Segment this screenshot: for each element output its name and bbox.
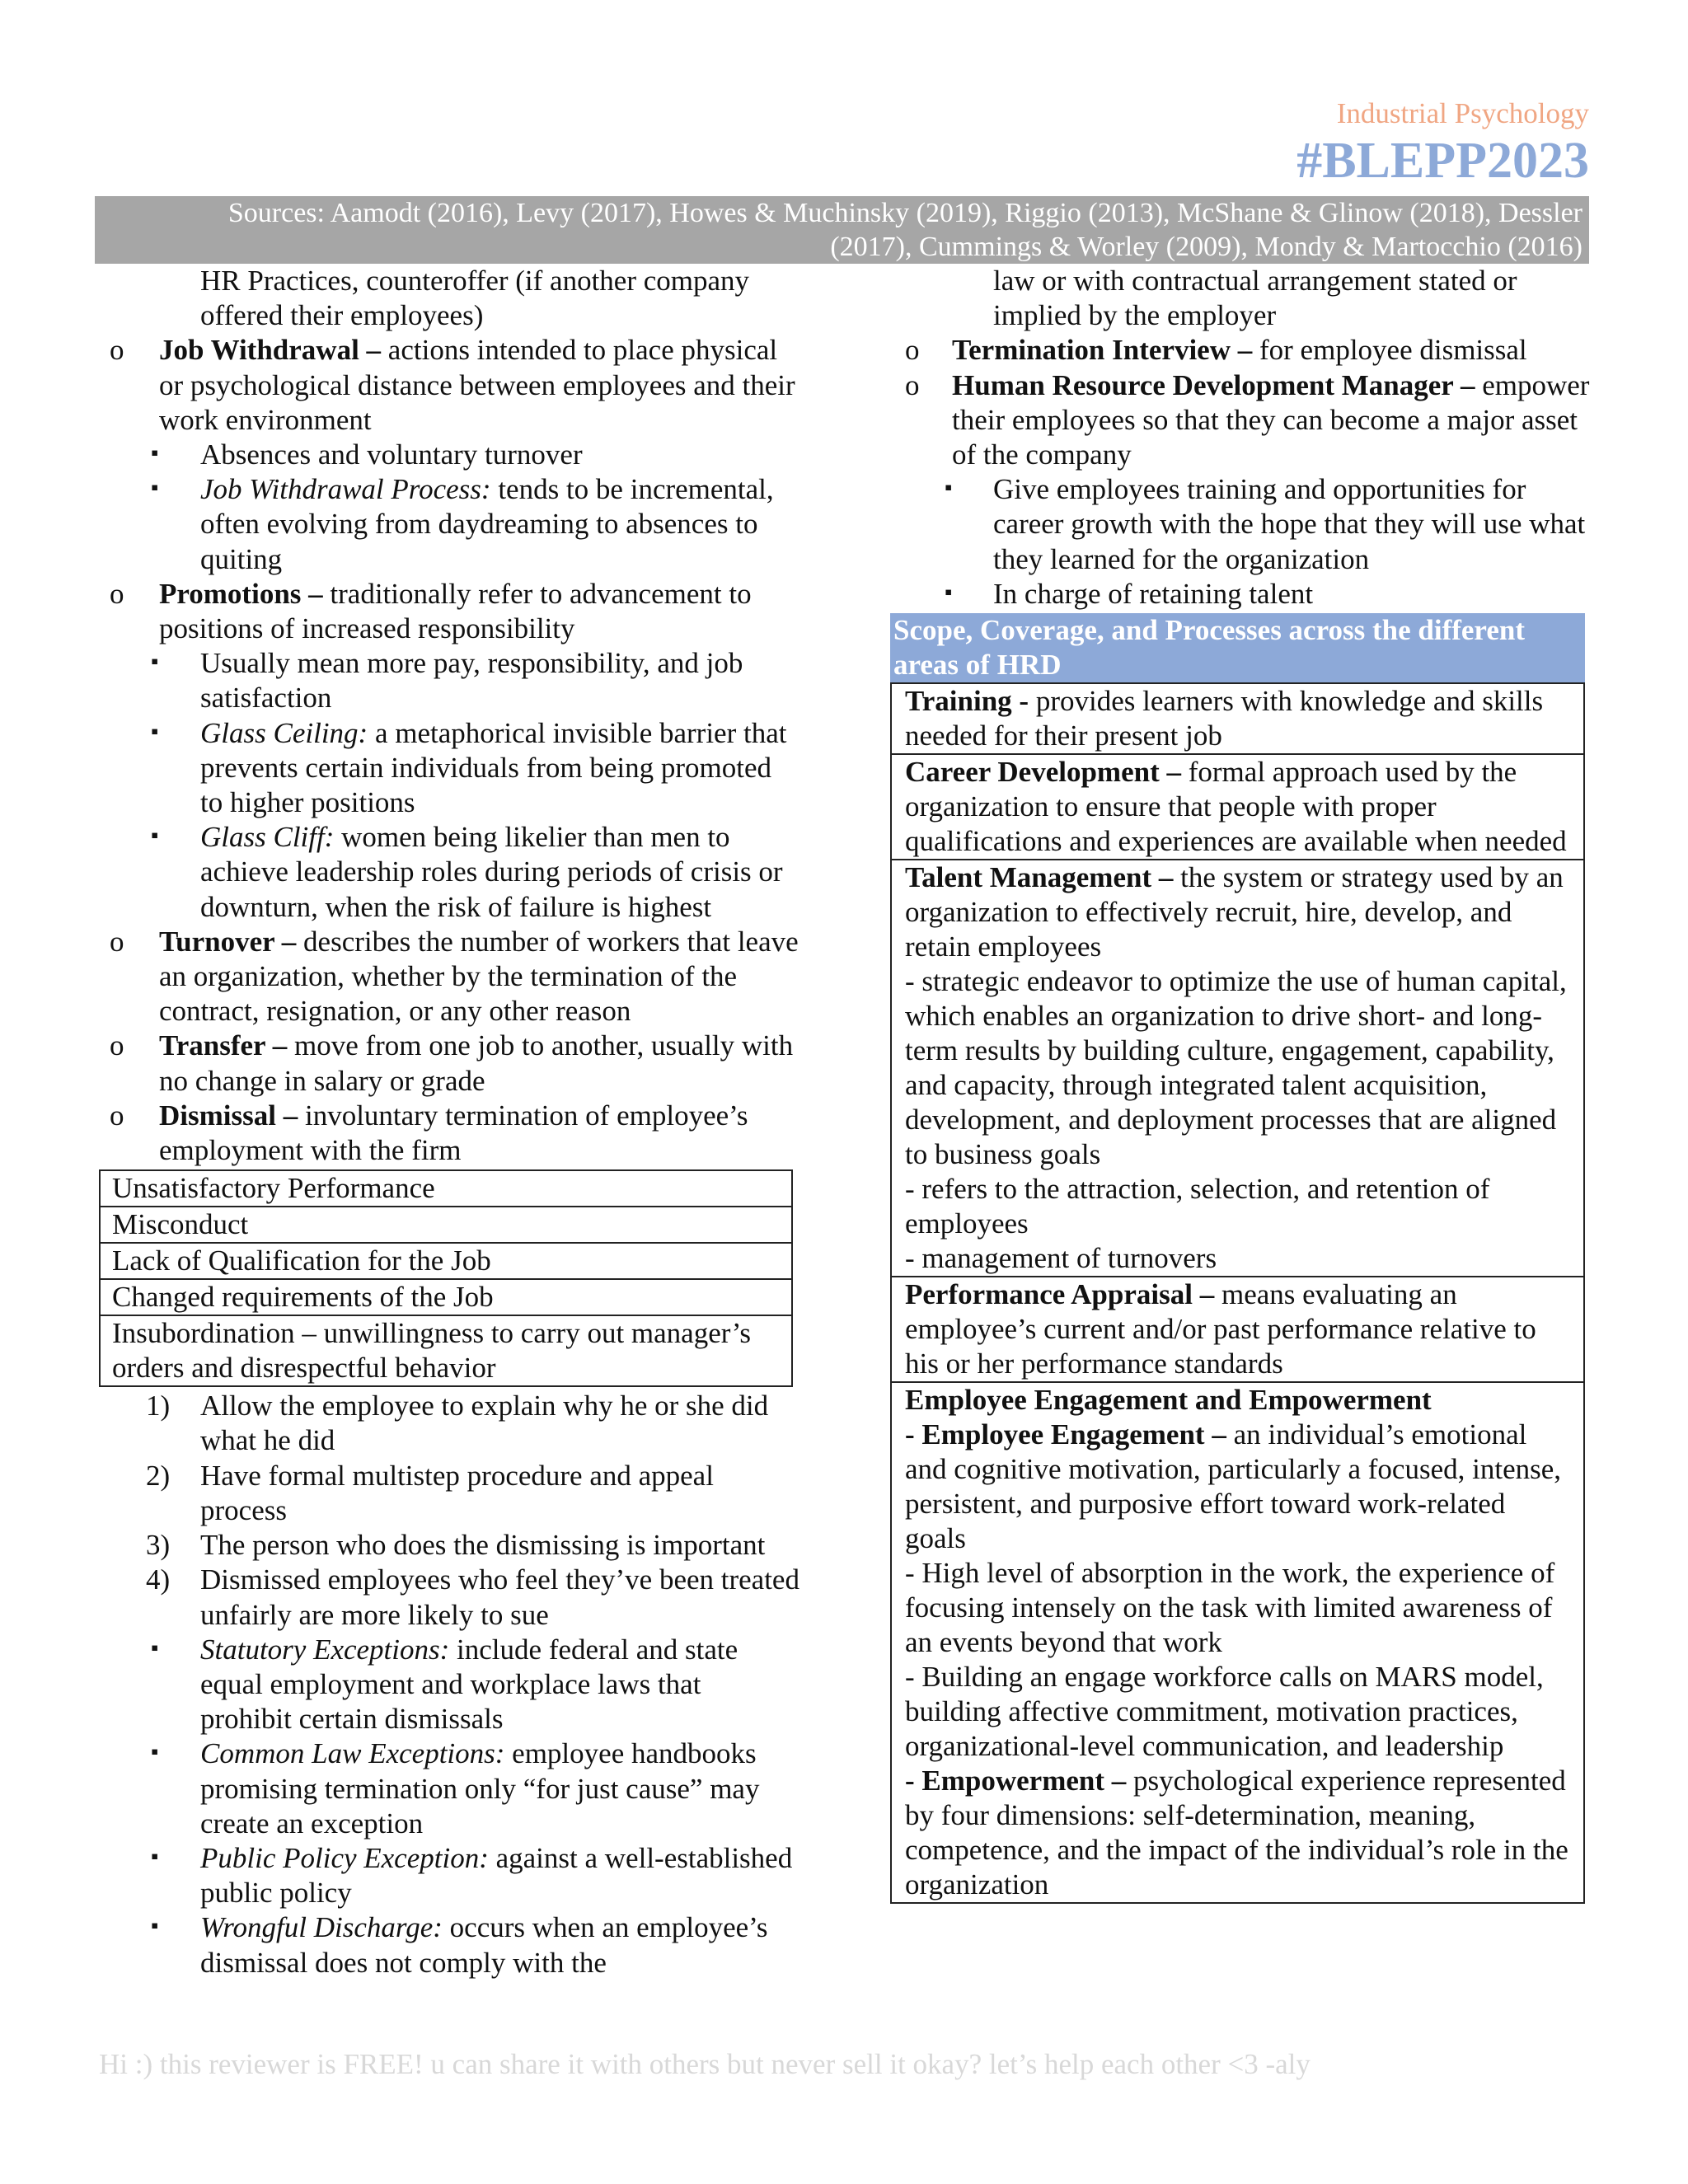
circle-bullet-icon: o xyxy=(110,1099,124,1132)
appraisal-term: Performance Appraisal – xyxy=(905,1278,1215,1311)
table-cell: Lack of Qualification for the Job xyxy=(100,1243,792,1279)
bullet-term: Glass Cliff: xyxy=(200,821,335,854)
square-bullet-icon: ▪ xyxy=(151,1844,159,1868)
left-column xyxy=(95,264,799,1980)
turnover-term: Turnover – xyxy=(159,925,297,958)
performance-appraisal-cell xyxy=(891,1277,1584,1382)
talent-management-cell xyxy=(891,860,1584,1277)
dismissal-reasons-table xyxy=(99,1169,793,1387)
bullet-text: In charge of retaining talent xyxy=(993,577,1314,610)
step-2 xyxy=(95,1459,799,1528)
bullet-def: against a well-established public policy xyxy=(200,1841,793,1910)
table-cell: Unsatisfactory Performance xyxy=(100,1170,792,1207)
engagement-line-2: - High level of absorption in the work, the experience of focusing intensely on the task with limited awareness of an events beyond that work xyxy=(905,1557,1555,1659)
training-def: provides learners with knowledge and skills needed for their present job xyxy=(905,685,1544,752)
table-row xyxy=(100,1243,792,1279)
table-row xyxy=(100,1207,792,1243)
hrd-manager-item xyxy=(890,368,1591,473)
hrd-scope-table xyxy=(890,682,1585,1904)
bullet-term: Public Policy Exception: xyxy=(200,1841,489,1874)
circle-bullet-icon: o xyxy=(110,925,124,958)
transfer-def: move from one job to another, usually with no change in salary or grade xyxy=(159,1029,794,1097)
square-bullet-icon: ▪ xyxy=(151,823,159,848)
square-bullet-icon: ▪ xyxy=(151,719,159,743)
bullet-def: a metaphorical invisible barrier that prevents certain individuals from being promoted to higher positions xyxy=(200,716,787,819)
circle-bullet-icon: o xyxy=(110,334,124,367)
dismissal-def: involuntary termination of employee’s employment with the firm xyxy=(159,1099,748,1167)
bullet-def: employee handbooks promising termination only “for just cause” may create an exception xyxy=(200,1737,760,1840)
turnover-item xyxy=(95,925,799,1029)
square-bullet-icon: ▪ xyxy=(151,1635,159,1660)
dismissal-item xyxy=(95,1099,799,1168)
step-text: Allow the employee to explain why he or she did what he did xyxy=(200,1390,769,1457)
talent-line-2: - strategic endeavor to optimize the use of human capital, which enables an organization to drive short- and long-term results by building culture, engagement, capability, and capacity, through integrated talent acquisition, development, and deployment processes that are aligned to business goals xyxy=(905,965,1567,1171)
step-number: 1) xyxy=(146,1390,171,1422)
bullet-term: Job Withdrawal Process: xyxy=(200,473,491,506)
step-number: 4) xyxy=(146,1563,171,1596)
square-bullet-icon: ▪ xyxy=(945,579,953,604)
circle-bullet-icon: o xyxy=(110,1029,124,1062)
promotions-term: Promotions – xyxy=(159,577,323,610)
talent-line-4: - management of turnovers xyxy=(905,1242,1217,1275)
bullet-term: Statutory Exceptions: xyxy=(200,1633,450,1666)
sources-line-2: (2017), Cummings & Worley (2009), Mondy & Martocchio (2016) xyxy=(830,232,1582,262)
engagement-title xyxy=(905,1383,1570,1418)
step-4 xyxy=(95,1563,799,1632)
wrongful-discharge-continuation: law or with contractual arrangement stated or implied by the employer xyxy=(993,265,1517,332)
engagement-cell xyxy=(891,1382,1584,1903)
bullet-def: include federal and state equal employment and workplace laws that prohibit certain dismissals xyxy=(200,1633,738,1736)
circle-bullet-icon: o xyxy=(905,368,920,401)
bullet-def: tends to be incremental, often evolving from daydreaming to absences to quiting xyxy=(200,473,774,575)
step-text: The person who does the dismissing is important xyxy=(200,1529,766,1562)
statutory-exceptions xyxy=(95,1633,799,1737)
step-text: Dismissed employees who feel they’ve been treated unfairly are more likely to sue xyxy=(200,1563,799,1631)
job-withdrawal-item xyxy=(95,333,799,438)
circle-bullet-icon: o xyxy=(905,334,920,367)
bullet-term: Glass Ceiling: xyxy=(200,716,368,749)
bullet-term: Common Law Exceptions: xyxy=(200,1737,505,1770)
square-bullet-icon: ▪ xyxy=(151,441,159,466)
turnover-def: describes the number of workers that leave an organization, whether by the termination of the contract, resignation, or any other reason xyxy=(159,925,799,1028)
engagement-title-text: Employee Engagement and Empowerment xyxy=(905,1384,1432,1417)
termination-interview-def: for employee dismissal xyxy=(1252,334,1527,367)
appraisal-def: means evaluating an employee’s current and/or past performance relative to his or her performance standards xyxy=(905,1278,1536,1380)
job-withdrawal-bullet-2 xyxy=(95,472,799,577)
square-bullet-icon: ▪ xyxy=(151,1914,159,1938)
square-bullet-icon: ▪ xyxy=(151,649,159,674)
job-withdrawal-bullet-1 xyxy=(95,438,799,472)
subject-title: Industrial Psychology xyxy=(1336,97,1589,129)
bullet-def: occurs when an employee’s dismissal does not comply with the xyxy=(200,1911,768,1979)
footer-note: Hi :) this reviewer is FREE! u can share it with others but never sell it okay? let’s help each other <3 -aly xyxy=(99,2048,1311,2080)
circle-bullet-icon: o xyxy=(110,577,124,610)
transfer-term: Transfer – xyxy=(159,1029,288,1062)
table-row xyxy=(891,754,1584,860)
career-development-cell xyxy=(891,754,1584,860)
wrongful-discharge xyxy=(95,1910,799,1980)
table-row xyxy=(891,860,1584,1277)
promotions-item xyxy=(95,577,799,646)
career-def: formal approach used by the organization to ensure that people with proper qualifications and experiences are available when needed xyxy=(905,756,1567,858)
bullet-text: Give employees training and opportunities for career growth with the hope that they will use what they learned for the organization xyxy=(993,473,1586,575)
career-term: Career Development – xyxy=(905,756,1181,789)
table-row xyxy=(100,1279,792,1315)
hrd-manager-bullet-2 xyxy=(890,577,1591,612)
empowerment-def: psychological experience represented by four dimensions: self-determination, meaning, competence, and the impact of the individual’s role in the organization xyxy=(905,1765,1568,1901)
termination-interview-term: Termination Interview – xyxy=(952,334,1253,367)
step-number: 3) xyxy=(146,1529,171,1562)
table-row xyxy=(100,1315,792,1386)
sources-bar xyxy=(95,196,1589,264)
bullet-term: Wrongful Discharge: xyxy=(200,1911,443,1944)
engagement-def: an individual’s emotional and cognitive motivation, particularly a focused, intense, persistent, and purposive effort toward work-related goals xyxy=(905,1418,1562,1555)
dismissal-term: Dismissal – xyxy=(159,1099,298,1132)
training-term: Training - xyxy=(905,685,1029,718)
table-cell: Changed requirements of the Job xyxy=(100,1279,792,1315)
bullet-text: Usually mean more pay, responsibility, and job satisfaction xyxy=(200,647,743,715)
step-text: Have formal multistep procedure and appeal process xyxy=(200,1459,714,1526)
engagement-term: - Employee Engagement – xyxy=(905,1418,1226,1451)
step-1 xyxy=(95,1389,799,1458)
square-bullet-icon: ▪ xyxy=(945,476,953,500)
step-3 xyxy=(95,1528,799,1563)
table-row xyxy=(891,683,1584,754)
hrd-manager-def: empower their employees so that they can become a major asset of the company xyxy=(952,368,1590,471)
transfer-item xyxy=(95,1029,799,1098)
table-row xyxy=(891,1382,1584,1903)
public-policy-exception xyxy=(95,1841,799,1910)
right-column xyxy=(890,264,1591,1904)
table-row xyxy=(891,1277,1584,1382)
talent-line-1 xyxy=(905,860,1570,964)
termination-interview-item xyxy=(890,333,1591,368)
job-withdrawal-def: actions intended to place physical or psychological distance between employees and their work environment xyxy=(159,334,795,436)
square-bullet-icon: ▪ xyxy=(151,1740,159,1765)
job-withdrawal-term: Job Withdrawal – xyxy=(159,334,382,367)
bullet-def: women being likelier than men to achieve leadership roles during periods of crisis or downturn, when the risk of failure is highest xyxy=(200,821,783,923)
square-bullet-icon: ▪ xyxy=(151,476,159,500)
training-cell xyxy=(891,683,1584,754)
promotions-bullet-3 xyxy=(95,820,799,925)
talent-def: the system or strategy used by an organization to effectively recruit, hire, develop, and retain employees xyxy=(905,861,1564,963)
exam-hashtag: #BLEPP2023 xyxy=(1296,133,1589,189)
hrd-manager-term: Human Resource Development Manager – xyxy=(952,368,1475,401)
table-cell: Insubordination – unwillingness to carry out manager’s orders and disrespectful behavior xyxy=(100,1315,792,1386)
engagement-line-3: - Building an engage workforce calls on MARS model, building affective commitment, motivation practices, organizational-level communication, and leadership xyxy=(905,1661,1544,1763)
common-law-exceptions xyxy=(95,1736,799,1841)
talent-line-3: - refers to the attraction, selection, and retention of employees xyxy=(905,1173,1490,1240)
bullet-text: Absences and voluntary turnover xyxy=(200,438,583,471)
hr-practices-continuation: HR Practices, counteroffer (if another company offered their employees) xyxy=(200,265,750,332)
promotions-bullet-1 xyxy=(95,646,799,715)
empowerment-line xyxy=(905,1764,1570,1902)
empowerment-term: - Empowerment – xyxy=(905,1765,1127,1797)
promotions-def: traditionally refer to advancement to positions of increased responsibility xyxy=(159,577,752,645)
talent-term: Talent Management – xyxy=(905,861,1174,894)
sources-line-1: Sources: Aamodt (2016), Levy (2017), Howes & Muchinsky (2019), Riggio (2013), McShane & Glinow (2018), Dessler xyxy=(227,198,1582,228)
table-cell: Misconduct xyxy=(100,1207,792,1243)
promotions-bullet-2 xyxy=(95,716,799,821)
step-number: 2) xyxy=(146,1459,171,1492)
hrd-manager-bullet-1 xyxy=(890,472,1591,577)
scope-heading: Scope, Coverage, and Processes across the different areas of HRD xyxy=(890,613,1585,682)
table-row xyxy=(100,1170,792,1207)
engagement-line-1 xyxy=(905,1418,1570,1556)
